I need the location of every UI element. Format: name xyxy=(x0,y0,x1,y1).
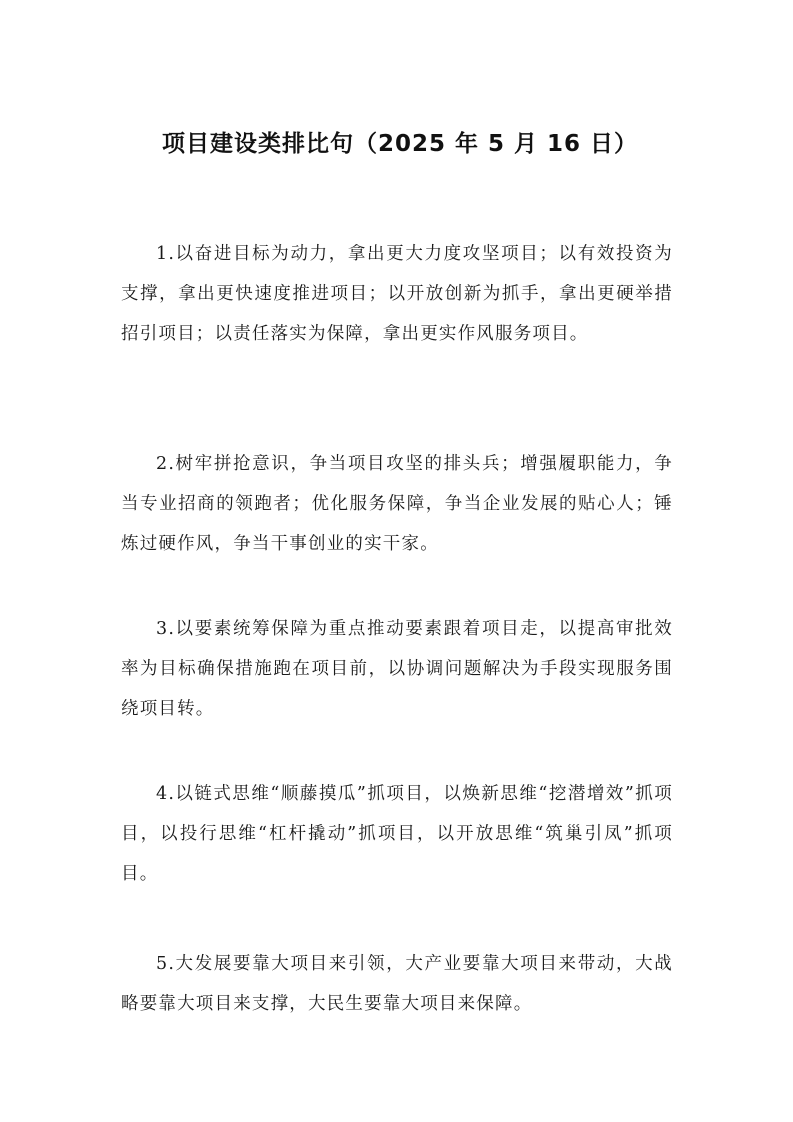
paragraph-3: 3.以要素统筹保障为重点推动要素跟着项目走，以提高审批效率为目标确保措施跑在项目前，以协调问题解决为手段实现服务围绕项目转。 xyxy=(121,619,673,719)
paragraph-1: 1.以奋进目标为动力，拿出更大力度攻坚项目；以有效投资为支撑，拿出更快速度推进项目；以开放创新为抓手，拿出更硬举措招引项目；以责任落实为保障，拿出更实作风服务项目。 xyxy=(121,244,673,344)
paragraph-2: 2.树牢拼抢意识，争当项目攻坚的排头兵；增强履职能力，争当专业招商的领跑者；优化服务保障，争当企业发展的贴心人；锤炼过硬作风，争当干事创业的实干家。 xyxy=(121,454,673,554)
paragraph-4: 4.以链式思维“顺藤摸瓜”抓项目，以焕新思维“挖潜增效”抓项目，以投行思维“杠杆撬动”抓项目，以开放思维“筑巢引凤”抓项目。 xyxy=(121,784,673,884)
document-title: 项目建设类排比句（2025 年 5 月 16 日） xyxy=(161,131,639,157)
paragraph-5: 5.大发展要靠大项目来引领，大产业要靠大项目来带动，大战略要靠大项目来支撑，大民生要靠大项目来保障。 xyxy=(121,954,673,1014)
